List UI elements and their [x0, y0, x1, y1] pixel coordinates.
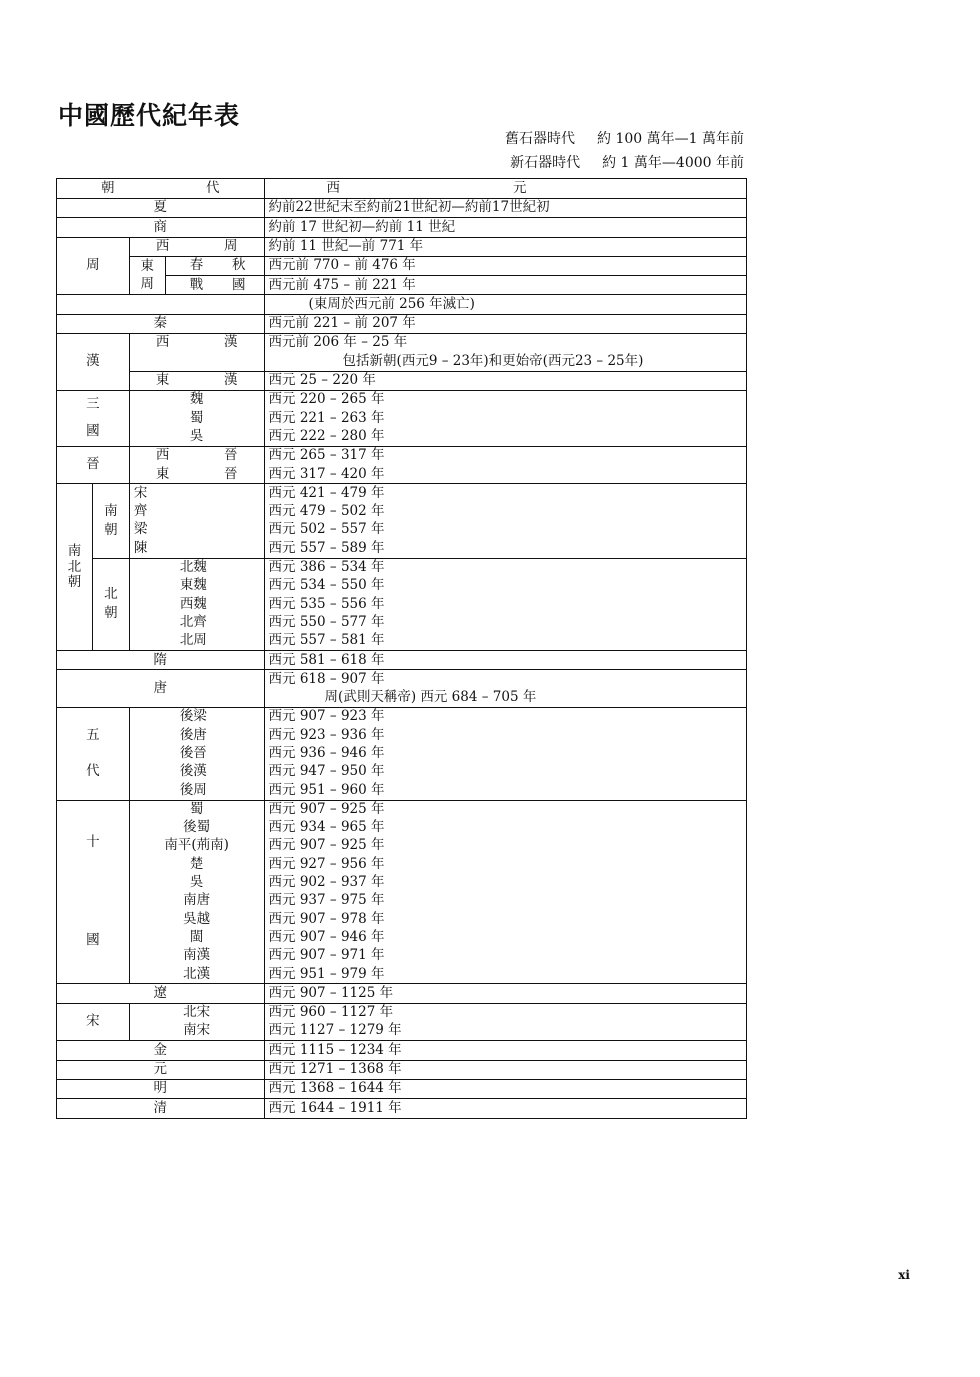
table-row: [57, 334, 747, 353]
era-label: 新石器時代: [510, 155, 581, 171]
dynasty-years: 西元前 770 – 前 476 年: [264, 256, 746, 275]
group-label-zhou: 周: [57, 237, 130, 295]
dynasty-years: 約前 11 世紀—前 771 年: [264, 237, 746, 256]
table-row: [57, 237, 747, 256]
dynasty-name: 宋: [129, 484, 264, 503]
table-row: [57, 371, 747, 390]
table-row: [57, 781, 747, 800]
dynasty-name: 魏: [129, 390, 264, 409]
table-row: [57, 929, 747, 947]
dynasty-name: 商: [57, 218, 265, 237]
dynasty-years: 約前 17 世紀初—約前 11 世紀: [264, 218, 746, 237]
dynasty-note: (東周於西元前 256 年滅亡): [264, 295, 746, 314]
dynasty-years: 西元 25 – 220 年: [264, 371, 746, 390]
dynasty-years: 西元 221 – 263 年: [264, 409, 746, 427]
group-label-ten-kingdoms: 十 國: [57, 800, 130, 984]
dynasty-years: 西元 220 – 265 年: [264, 390, 746, 409]
dynasty-years: 西元 907 – 946 年: [264, 929, 746, 947]
dynasty-years: 西元 317 – 420 年: [264, 465, 746, 484]
dynasty-name: 唐: [57, 670, 265, 708]
header-dynasty: 朝 代: [57, 179, 265, 199]
dynasty-years: 西元 907 – 923 年: [264, 708, 746, 727]
dynasty-years: 西元 1368 – 1644 年: [264, 1079, 746, 1098]
dynasty-years: 西元 502 – 557 年: [264, 521, 746, 539]
dynasty-years: 西元 907 – 925 年: [264, 837, 746, 855]
table-row: [57, 763, 747, 781]
table-row: [57, 446, 747, 465]
dynasty-years: 西元 951 – 979 年: [264, 965, 746, 984]
dynasty-name: 東 漢: [129, 371, 264, 390]
dynasty-name: 後唐: [129, 726, 264, 744]
dynasty-years: 西元 618 – 907 年: [264, 670, 746, 689]
dynasty-years: 西元 265 – 317 年: [264, 446, 746, 465]
dynasty-name: 隋: [57, 651, 265, 670]
table-row: [57, 521, 747, 539]
dynasty-note: 周(武則天稱帝) 西元 684 – 705 年: [264, 689, 746, 708]
dynasty-years: 西元 907 – 1125 年: [264, 984, 746, 1003]
table-row: [57, 837, 747, 855]
table-row: [57, 855, 747, 873]
header-year: 西 元: [264, 179, 746, 199]
table-row: [57, 503, 747, 521]
dynasty-years: 西元 222 – 280 年: [264, 428, 746, 447]
dynasty-name: 蜀: [129, 409, 264, 427]
dynasty-years: 西元 1127 – 1279 年: [264, 1022, 746, 1041]
dynasty-name: 春 秋: [165, 256, 264, 275]
dynasty-years: 西元 907 – 971 年: [264, 947, 746, 965]
dynasty-name: 戰 國: [165, 276, 264, 295]
dynasty-years: 西元 923 – 936 年: [264, 726, 746, 744]
dynasty-years: 西元 535 – 556 年: [264, 595, 746, 613]
dynasty-years: 西元 479 – 502 年: [264, 503, 746, 521]
table-row: [57, 632, 747, 651]
table-row: [57, 199, 747, 218]
dynasty-name: 南漢: [129, 947, 264, 965]
table-row: [57, 947, 747, 965]
dynasty-years: 西元 1115 – 1234 年: [264, 1041, 746, 1060]
dynasty-name: 金: [57, 1041, 265, 1060]
table-row: [57, 726, 747, 744]
dynasty-name: 夏: [57, 199, 265, 218]
dynasty-years: 西元 927 – 956 年: [264, 855, 746, 873]
table-header: [57, 179, 747, 199]
era-neolithic: [510, 152, 744, 172]
table-row: [57, 390, 747, 409]
dynasty-years: 西元前 475 – 前 221 年: [264, 276, 746, 295]
page-title: 中國歷代紀年表: [58, 101, 241, 130]
table-row: [57, 1003, 747, 1022]
dynasty-years: 西元 937 – 975 年: [264, 892, 746, 910]
table-row: [57, 1060, 747, 1079]
dynasty-years: 西元前 206 年 – 25 年: [264, 334, 746, 353]
dynasty-name: 南唐: [129, 892, 264, 910]
table-row: [57, 819, 747, 837]
group-label-song: 宋: [57, 1003, 130, 1041]
dynasty-years: 西元 557 – 581 年: [264, 632, 746, 651]
dynasty-name: 東魏: [129, 577, 264, 595]
dynasty-name: 南宋: [129, 1022, 264, 1041]
dynasty-name: 西魏: [129, 595, 264, 613]
dynasty-name: 北齊: [129, 614, 264, 632]
dynasty-name: 西 漢: [129, 334, 264, 353]
dynasty-name: 閩: [129, 929, 264, 947]
table-row: [57, 892, 747, 910]
dynasty-name: 北魏: [129, 558, 264, 577]
era-label: 舊石器時代: [505, 131, 576, 147]
dynasty-note: 包括新朝(西元9 – 23年)和更始帝(西元23 – 25年): [264, 352, 746, 371]
table-row: [57, 670, 747, 689]
dynasty-name: 清: [57, 1099, 265, 1118]
dynasty-name: 後晉: [129, 745, 264, 763]
table-row: [57, 1041, 747, 1060]
dynasty-name: 後周: [129, 781, 264, 800]
dynasty-name: 北漢: [129, 965, 264, 984]
dynasty-name: 後蜀: [129, 819, 264, 837]
table-row: [57, 428, 747, 447]
dynasty-years: 西元 534 – 550 年: [264, 577, 746, 595]
dynasty-name: 陳: [129, 539, 264, 558]
dynasty-name: 楚: [129, 855, 264, 873]
group-label-north: 北 朝: [92, 558, 129, 650]
table-row: [57, 256, 747, 275]
dynasty-years: 西元 581 – 618 年: [264, 651, 746, 670]
table-row: [57, 651, 747, 670]
era-range: 約 100 萬年—1 萬年前: [597, 131, 744, 147]
table-row: [57, 314, 747, 333]
dynasty-years: 西元 934 – 965 年: [264, 819, 746, 837]
dynasty-years: 西元 550 – 577 年: [264, 614, 746, 632]
dynasty-years: 西元 907 – 978 年: [264, 910, 746, 928]
dynasty-name: 南平(荊南): [129, 837, 264, 855]
table-row: [57, 409, 747, 427]
dynasty-name: 北宋: [129, 1003, 264, 1022]
chronology-table: [56, 178, 747, 1119]
dynasty-name: 後梁: [129, 708, 264, 727]
table-row: [57, 276, 747, 295]
dynasty-name: 後漢: [129, 763, 264, 781]
dynasty-years: 西元 951 – 960 年: [264, 781, 746, 800]
dynasty-name: 吳: [129, 428, 264, 447]
table-row: [57, 614, 747, 632]
group-label-jin: 晉: [57, 446, 130, 484]
table-row: [57, 1022, 747, 1041]
group-label-han: 漢: [57, 334, 130, 391]
group-label-three-kingdoms: 三 國: [57, 390, 130, 446]
table-row: [57, 352, 747, 371]
dynasty-years: 西元 947 – 950 年: [264, 763, 746, 781]
table-row: [57, 1099, 747, 1118]
dynasty-years: 西元 907 – 925 年: [264, 800, 746, 819]
dynasty-years: 西元 1271 – 1368 年: [264, 1060, 746, 1079]
dynasty-years: 西元 902 – 937 年: [264, 874, 746, 892]
dynasty-name: 梁: [129, 521, 264, 539]
dynasty-name: 北周: [129, 632, 264, 651]
dynasty-years: 西元 1644 – 1911 年: [264, 1099, 746, 1118]
dynasty-years: 西元 557 – 589 年: [264, 539, 746, 558]
dynasty-name: 元: [57, 1060, 265, 1079]
page-number: xi: [898, 1268, 910, 1282]
dynasty-name: 西 周: [129, 237, 264, 256]
table-row: [57, 874, 747, 892]
dynasty-years: 約前22世紀末至約前21世紀初—約前17世紀初: [264, 199, 746, 218]
dynasty-name: 吳: [129, 874, 264, 892]
dynasty-name: 吳越: [129, 910, 264, 928]
table-row: [57, 539, 747, 558]
table-row: [57, 295, 747, 314]
dynasty-name: 東 晉: [129, 465, 264, 484]
table-row: [57, 965, 747, 984]
east-zhou-label: 東: [129, 256, 165, 275]
table-row: [57, 910, 747, 928]
table-row: [57, 708, 747, 727]
group-label-nanbeichao: 南 北 朝: [57, 484, 93, 651]
table-row: [57, 800, 747, 819]
dynasty-name: 蜀: [129, 800, 264, 819]
group-label-south: 南 朝: [92, 484, 129, 558]
table-row: [57, 484, 747, 503]
era-paleolithic: [505, 128, 744, 148]
table-row: [57, 577, 747, 595]
table-row: [57, 984, 747, 1003]
dynasty-name: 遼: [57, 984, 265, 1003]
group-label-five-dynasties: 五 代: [57, 708, 130, 800]
table-row: [57, 558, 747, 577]
dynasty-name: 明: [57, 1079, 265, 1098]
table-row: [57, 465, 747, 484]
east-zhou-label: 周: [129, 276, 165, 295]
table-row: [57, 1079, 747, 1098]
empty-cell: [57, 295, 265, 314]
dynasty-name: 齊: [129, 503, 264, 521]
dynasty-name: 西 晉: [129, 446, 264, 465]
era-range: 約 1 萬年—4000 年前: [602, 155, 744, 171]
dynasty-years: 西元 936 – 946 年: [264, 745, 746, 763]
table-row: [57, 595, 747, 613]
dynasty-years: 西元 960 – 1127 年: [264, 1003, 746, 1022]
dynasty-years: 西元 386 – 534 年: [264, 558, 746, 577]
dynasty-name: 秦: [57, 314, 265, 333]
dynasty-years: 西元前 221 – 前 207 年: [264, 314, 746, 333]
table-row: [57, 745, 747, 763]
table-row: [57, 218, 747, 237]
dynasty-years: 西元 421 – 479 年: [264, 484, 746, 503]
empty-cell: [129, 352, 264, 371]
